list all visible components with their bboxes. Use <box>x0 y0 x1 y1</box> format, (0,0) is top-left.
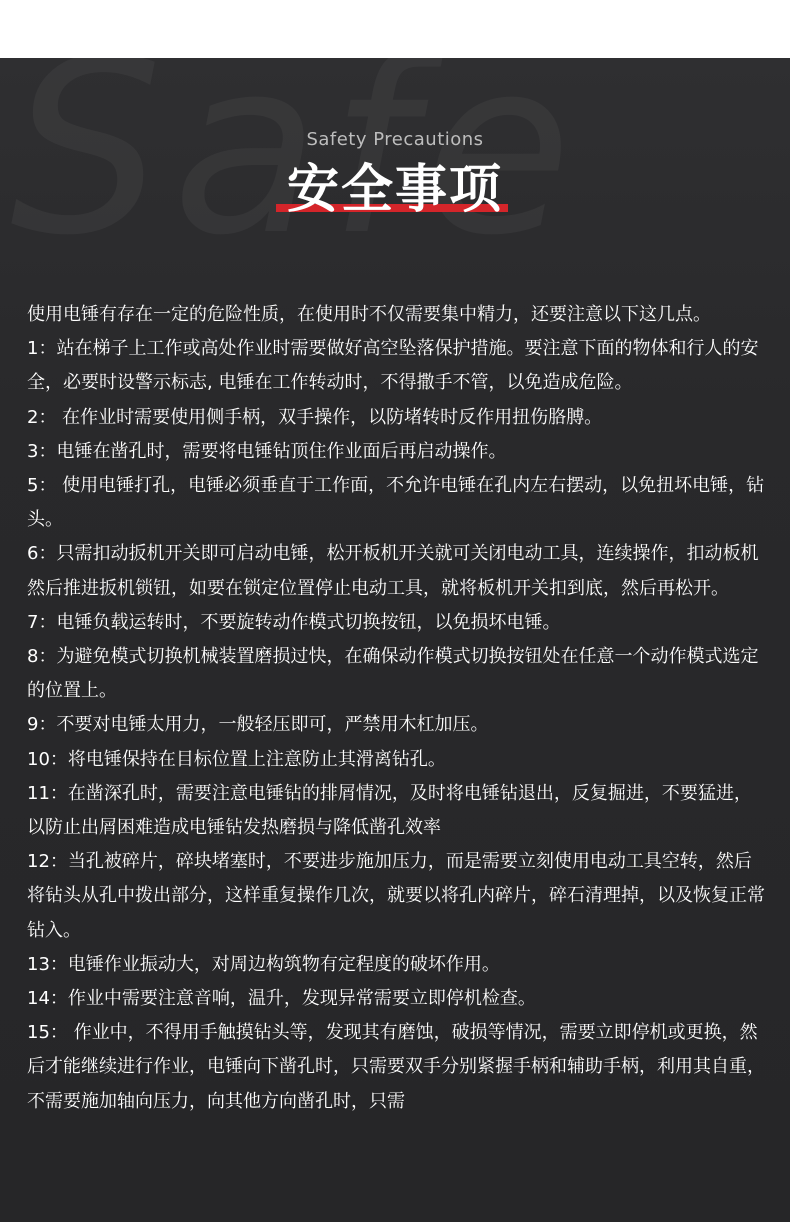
safety-item-12: 12：当孔被碎片，碎块堵塞时，不要进步施加压力，而是需要立刻使用电动工具空转，然后将钻头从孔中拨出部分，这样重复操作几次，就要以将孔内碎片，碎石清理掉，以及恢复正常钻入。 <box>27 851 765 941</box>
section-subtitle: Safety Precautions <box>306 129 484 150</box>
safety-panel <box>0 58 790 1222</box>
safety-item-6: 6：只需扣动扳机开关即可启动电锤，松开板机开关就可关闭电动工具，连续操作，扣动板机然后推进扳机锁钮，如要在锁定位置停止电动工具，就将板机开关扣到底，然后再松开。 <box>27 543 759 599</box>
safety-item-15: 15： 作业中，不得用手触摸钻头等，发现其有磨蚀，破损等情况，需要立即停机或更换，然后才能继续进行作业，电锤向下凿孔时，只需要双手分别紧握手柄和辅助手柄，利用其自重，不需要施加轴向压力，向其他方向凿孔时，只需 <box>27 1022 765 1112</box>
safety-item-2: 2： 在作业时需要使用侧手柄，双手操作，以防堵转时反作用扭伤胳膊。 <box>27 406 603 428</box>
safety-item-10: 10：将电锤保持在目标位置上注意防止其滑离钻孔。 <box>27 748 446 770</box>
safety-text-body <box>27 298 765 1119</box>
safety-item-1: 1：站在梯子上工作或高处作业时需要做好高空坠落保护措施。要注意下面的物体和行人的安全，必要时设警示标志, 电锤在工作转动时，不得撒手不管，以免造成危险。 <box>27 338 759 394</box>
safety-item-11: 11：在凿深孔时，需要注意电锤钻的排屑情况，及时将电锤钻退出，反复掘进，不要猛进，以防止出屑困难造成电锤钻发热磨损与降低凿孔效率 <box>27 782 752 839</box>
safety-item-5: 5： 使用电锤打孔，电锤必须垂直于工作面，不允许电锤在孔内左右摆动，以免扭坏电锤，钻头。 <box>27 475 765 531</box>
top-white-strip <box>0 0 790 58</box>
safety-item-9: 9：不要对电锤太用力，一般轻压即可，严禁用木杠加压。 <box>27 714 489 736</box>
safety-item-7: 7：电锤负载运转时，不要旋转动作模式切换按钮，以免损坏电锤。 <box>27 611 561 633</box>
intro-paragraph: 使用电锤有存在一定的危险性质，在使用时不仅需要集中精力，还要注意以下这几点。 <box>27 304 711 325</box>
safety-item-13: 13：电锤作业振动大，对周边构筑物有定程度的破坏作用。 <box>27 953 500 975</box>
section-title: 安全事项 <box>286 160 503 220</box>
safety-item-3: 3：电锤在凿孔时，需要将电锤钻顶住作业面后再启动操作。 <box>27 440 507 462</box>
title-wrap <box>0 156 790 226</box>
safety-item-14: 14：作业中需要注意音响，温升，发现异常需要立即停机检查。 <box>27 988 536 1010</box>
safety-item-8: 8：为避免模式切换机械装置磨损过快，在确保动作模式切换按钮处在任意一个动作模式选定的位置上。 <box>27 646 759 702</box>
